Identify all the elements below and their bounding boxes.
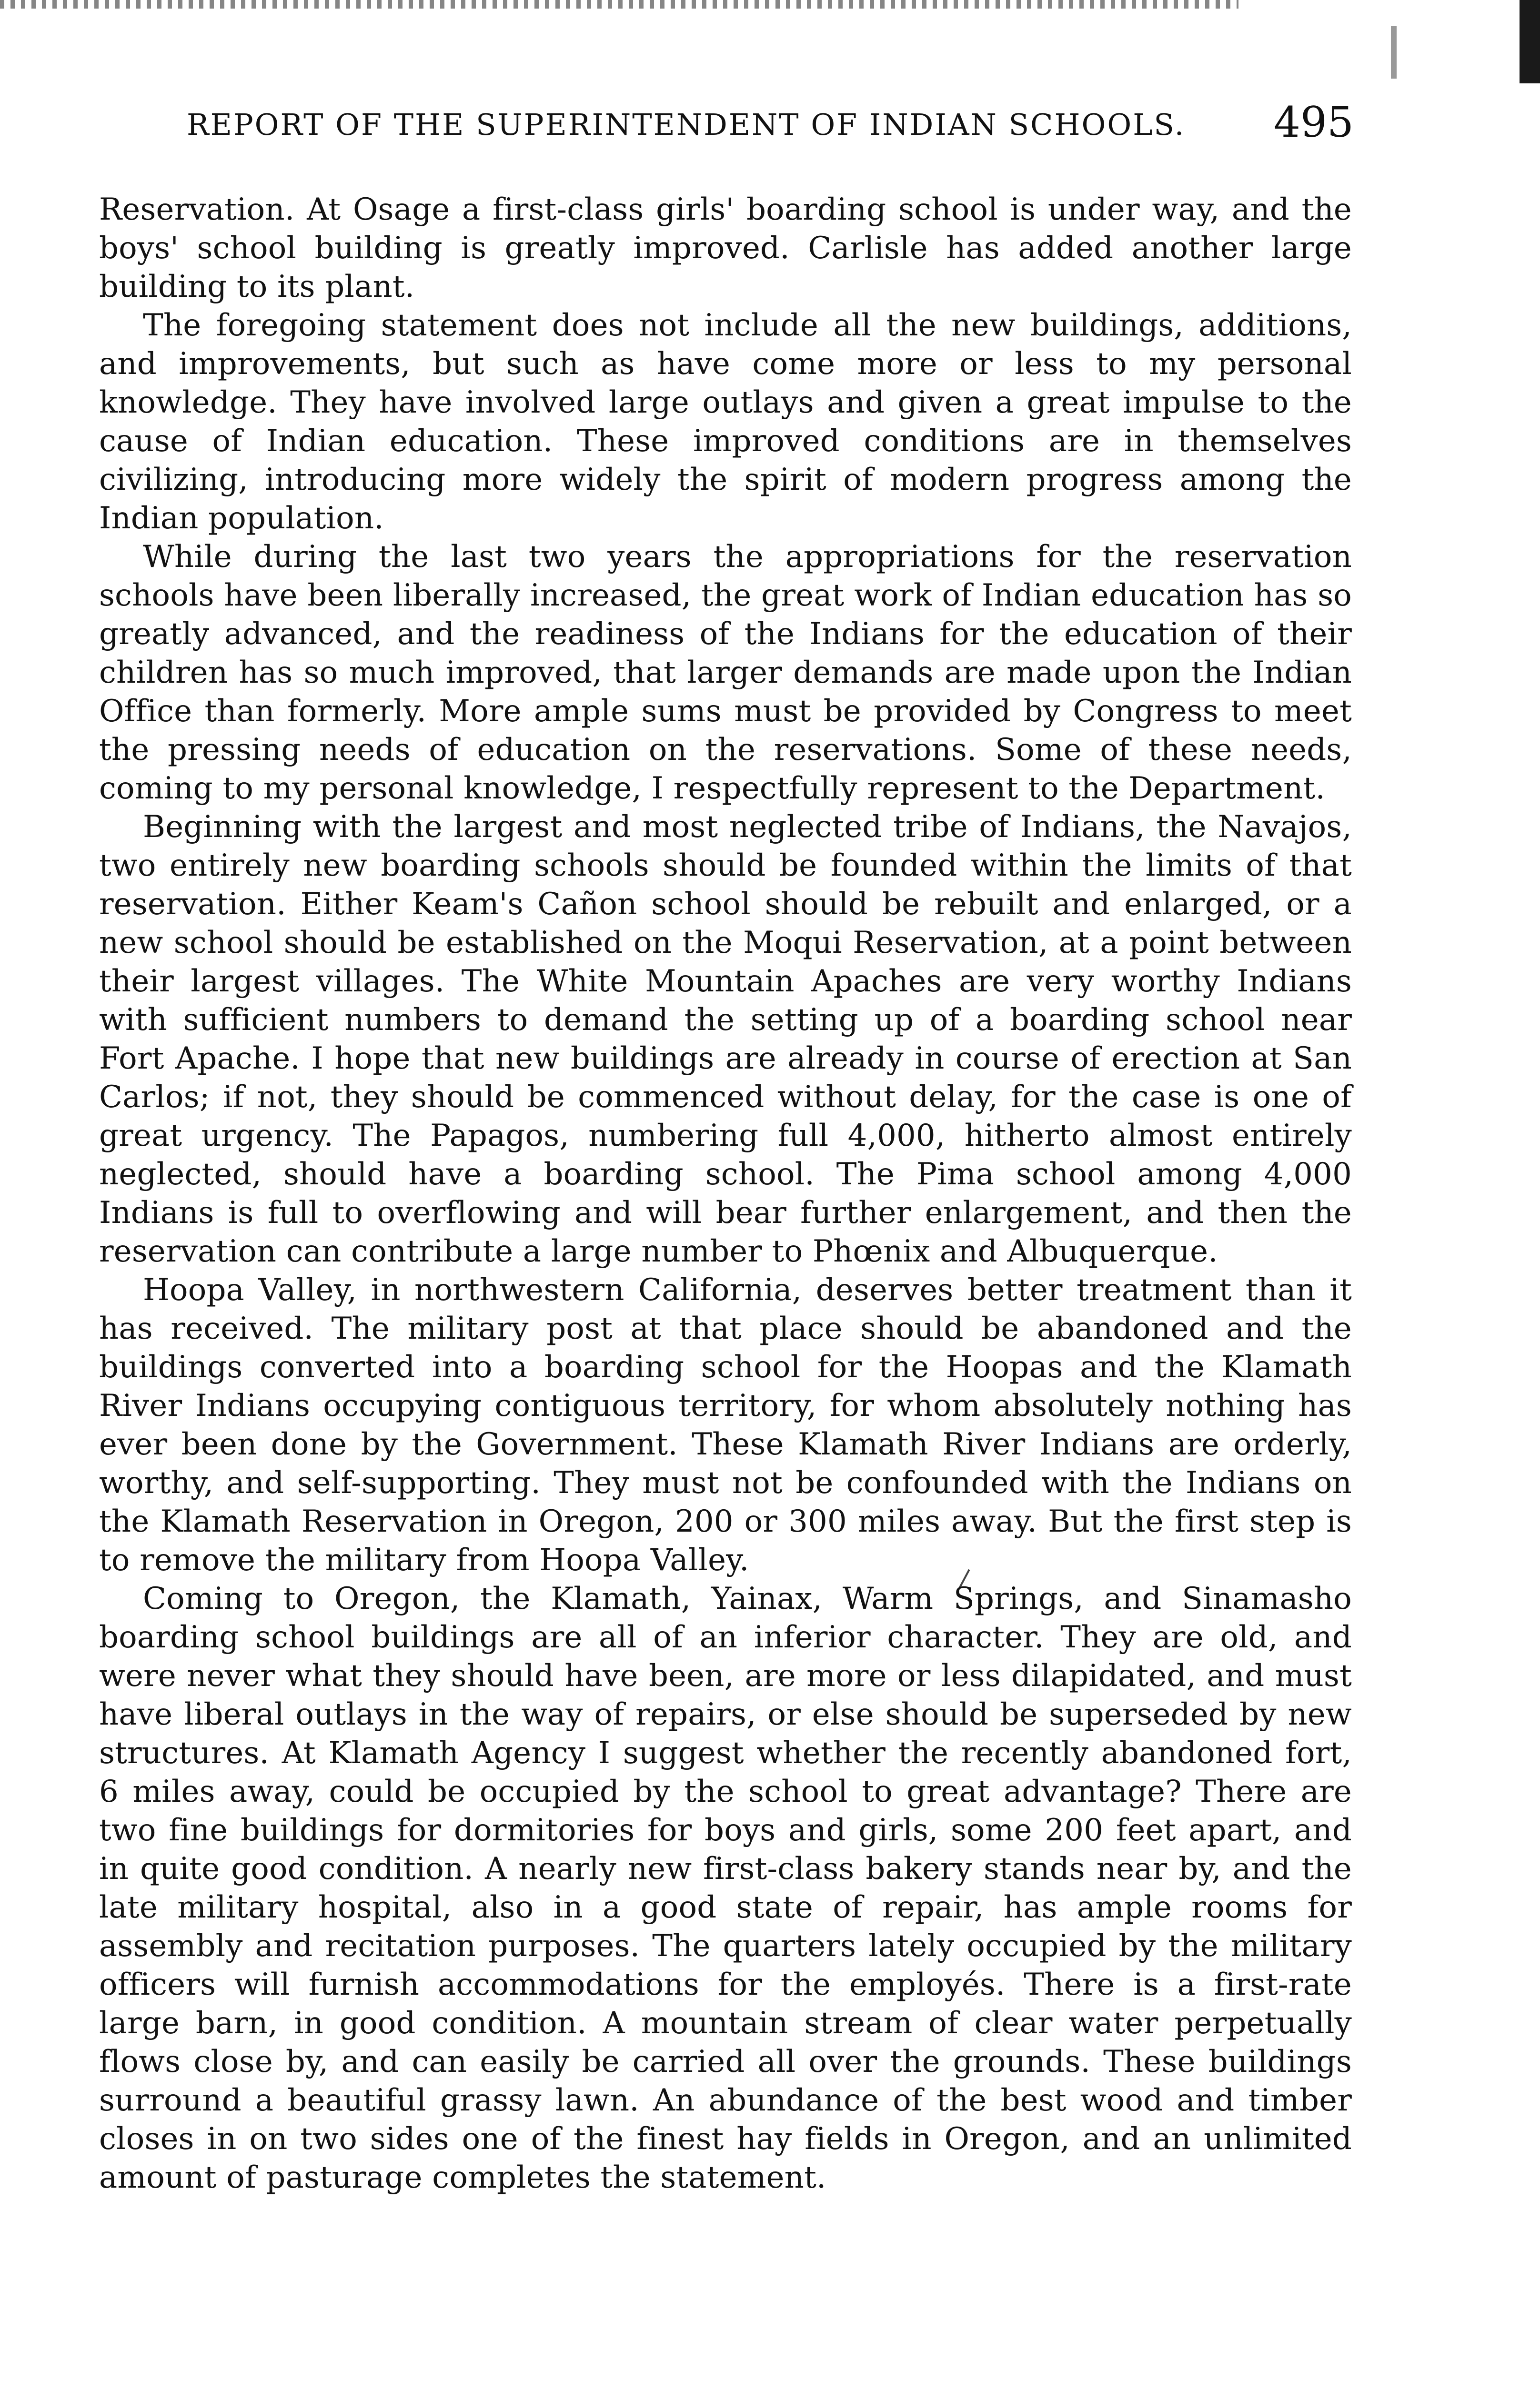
running-head-title: REPORT OF THE SUPERINTENDENT OF INDIAN SCHOOLS. xyxy=(187,107,1186,142)
page-number: 495 xyxy=(1274,98,1354,147)
paragraph-1: Reservation. At Osage a first-class girls' boarding school is under way, and the boys' school building is greatly improved. Carlisle has added another large building to its plant. xyxy=(99,192,1352,304)
paragraph-3: While during the last two years the appropriations for the reservation schools have been liberally increased, the great work of Indian education has so greatly advanced, and the readiness of the Indians for the education of their children has so much improved, that larger demands are made upon the Indian Office than formerly. More ample sums must be provided by Congress to meet the pressing needs of education on the reservations. Some of these needs, coming to my personal knowledge, I respectfully represent to the Department. xyxy=(99,539,1352,806)
body-text xyxy=(99,191,1352,2197)
paragraph-6: Coming to Oregon, the Klamath, Yainax, Warm Springs, and Sinamasho boarding school buildings are all of an inferior character. They are old, and were never what they should have been, are more or less dilapidated, and must have liberal outlays in the way of repairs, or else should be superseded by new structures. At Klamath Agency I suggest whether the recently abandoned fort, 6 miles away, could be occupied by the school to great advantage? There are two fine buildings for dormitories for boys and girls, some 200 feet apart, and in quite good condition. A nearly new first-class bakery stands near by, and the late military hospital, also in a good state of repair, has ample rooms for assembly and recitation purposes. The quarters lately occupied by the military officers will furnish accommodations for the employés. There is a first-rate large barn, in good condition. A mountain stream of clear water perpetually flows close by, and can easily be carried all over the grounds. These buildings surround a beautiful grassy lawn. An abundance of the best wood and timber closes in on two sides one of the finest hay fields in Oregon, and an unlimited amount of pasturage completes the statement. xyxy=(99,1581,1352,2195)
margin-mark xyxy=(1391,26,1397,79)
paragraph-2: The foregoing statement does not include all the new buildings, additions, and improvements, but such as have come more or less to my personal knowledge. They have involved large outlays and given a great impulse to the cause of Indian education. These improved conditions are in themselves civilizing, introducing more widely the spirit of modern progress among the Indian population. xyxy=(99,308,1352,536)
scan-edge-right xyxy=(1520,0,1540,83)
paragraph-4: Beginning with the largest and most neglected tribe of Indians, the Navajos, two entirely new boarding schools should be founded within the limits of that reservation. Either Keam's Cañon school should be rebuilt and enlarged, or a new school should be established on the Moqui Reservation, at a point between their largest villages. The White Mountain Apaches are very worthy Indians with sufficient numbers to demand the setting up of a boarding school near Fort Apache. I hope that new buildings are already in course of erection at San Carlos; if not, they should be commenced without delay, for the case is one of great urgency. The Papagos, numbering full 4,000, hitherto almost entirely neglected, should have a boarding school. The Pima school among 4,000 Indians is full to overflowing and will bear further enlargement, and then the reservation can contribute a large number to Phœnix and Albuquerque. xyxy=(99,809,1352,1269)
paragraph-5: Hoopa Valley, in northwestern California, deserves better treatment than it has received. The military post at that place should be abandoned and the buildings converted into a boarding school for the Hoopas and the Klamath River Indians occupying contiguous territory, for whom absolutely nothing has ever been done by the Government. These Klamath River Indians are orderly, worthy, and self-supporting. They must not be confounded with the Indians on the Klamath Reservation in Oregon, 200 or 300 miles away. But the first step is to remove the military from Hoopa Valley. xyxy=(99,1272,1352,1578)
running-head xyxy=(187,93,1354,160)
scan-edge-top xyxy=(0,0,1238,9)
